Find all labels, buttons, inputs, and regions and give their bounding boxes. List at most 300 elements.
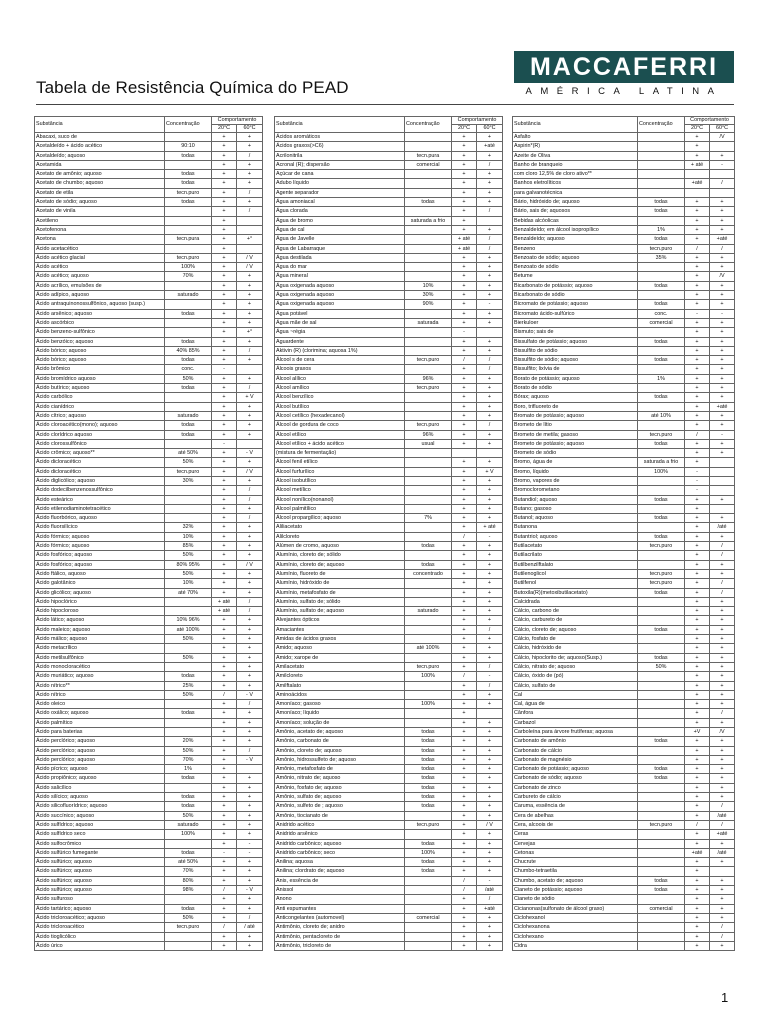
cell-behavior-20c: + até (212, 607, 237, 616)
table-row (35, 188, 263, 197)
table-row (513, 728, 735, 737)
table-row (275, 151, 503, 160)
document-title: Tabela de Resistência Química do PEAD (36, 78, 349, 97)
table-row (275, 793, 503, 802)
cell-behavior-60c: + (477, 291, 503, 300)
cell-concentration (405, 681, 452, 690)
cell-behavior-20c: + (452, 272, 477, 281)
cell-concentration (638, 188, 685, 197)
cell-concentration: todas (165, 904, 212, 913)
cell-concentration: todas (405, 765, 452, 774)
cell-substance: Ácido cianídrico (35, 402, 165, 411)
table-row (513, 755, 735, 764)
table-row (513, 579, 735, 588)
header-temp-20: 20°C (452, 125, 477, 133)
cell-substance: Ciclohexanol (513, 913, 638, 922)
table-row (275, 635, 503, 644)
cell-behavior-20c: + (685, 941, 710, 950)
table-row (513, 895, 735, 904)
table-row (275, 895, 503, 904)
cell-behavior-20c: + (452, 151, 477, 160)
cell-substance: Ácido pícrico; aquoso (35, 765, 165, 774)
cell-substance: Álcool s de cera (275, 356, 405, 365)
cell-behavior-20c: + (212, 672, 237, 681)
cell-behavior-60c: + (237, 142, 263, 151)
cell-behavior-20c: + (685, 913, 710, 922)
cell-concentration (638, 718, 685, 727)
cell-behavior-20c: + (452, 709, 477, 718)
cell-substance: Betume (513, 272, 638, 281)
cell-substance: Calcidrada (513, 597, 638, 606)
cell-substance: Cálcio, hipoclorito de; aquoso(Susp.) (513, 653, 638, 662)
table-row (275, 253, 503, 262)
cell-substance: Amido; xarope de (275, 653, 405, 662)
cell-behavior-60c (710, 142, 735, 151)
cell-behavior-20c: + (452, 774, 477, 783)
cell-substance: Ácido sulfídrico; aquoso (35, 820, 165, 829)
cell-substance: Álcool butílico (275, 402, 405, 411)
cell-substance: Ácido salicílico (35, 783, 165, 792)
cell-behavior-20c: + (685, 681, 710, 690)
table-row (35, 876, 263, 885)
cell-substance: Anidrido carbônico; seco (275, 848, 405, 857)
cell-behavior-20c: + (212, 160, 237, 169)
cell-substance: Cálcio, fosfato de (513, 635, 638, 644)
table-row (35, 848, 263, 857)
cell-concentration (638, 449, 685, 458)
cell-substance: Alvejantes ópticos (275, 616, 405, 625)
table-row (35, 904, 263, 913)
cell-concentration: tecn.puro (638, 820, 685, 829)
cell-concentration: comercial (405, 160, 452, 169)
cell-behavior-60c: + (237, 160, 263, 169)
table-row (275, 281, 503, 290)
cell-concentration (405, 207, 452, 216)
table-row (275, 560, 503, 569)
cell-concentration: 32% (165, 523, 212, 532)
cell-behavior-60c: + (710, 886, 735, 895)
table-row (275, 923, 503, 932)
table-row (513, 514, 735, 523)
cell-substance: Alumínio, cloreto de; aquoso (275, 560, 405, 569)
cell-behavior-60c: + (710, 737, 735, 746)
table-row (35, 607, 263, 616)
cell-substance: Ácido metacrílico (35, 644, 165, 653)
table-row (513, 318, 735, 327)
table-header-row (513, 117, 735, 125)
cell-concentration: 30% (405, 291, 452, 300)
cell-substance: Ácido lático; aquoso (35, 616, 165, 625)
cell-behavior-20c: - (685, 467, 710, 476)
cell-substance: Benzoato de sódio (513, 263, 638, 272)
cell-behavior-60c: + (477, 607, 503, 616)
cell-substance: Borato de sódio (513, 384, 638, 393)
cell-concentration (405, 225, 452, 234)
cell-behavior-60c: + (237, 374, 263, 383)
cell-concentration (405, 532, 452, 541)
table-row (35, 923, 263, 932)
cell-behavior-60c: + (710, 793, 735, 802)
header-temp-60: 60°C (710, 125, 735, 133)
cell-behavior-60c: + (477, 263, 503, 272)
cell-behavior-20c: + (685, 328, 710, 337)
table-row (35, 783, 263, 792)
cell-substance: Álcool nonílico(nonanol) (275, 495, 405, 504)
cell-behavior-20c: + (212, 430, 237, 439)
cell-substance: Chucrute (513, 858, 638, 867)
table-row (275, 569, 503, 578)
cell-concentration: todas (405, 198, 452, 207)
cell-behavior-60c (237, 365, 263, 374)
cell-behavior-20c: + (452, 291, 477, 300)
table-row (275, 904, 503, 913)
cell-substance: Ácido acético; aquoso (35, 272, 165, 281)
cell-substance: Ácido carbólico (35, 393, 165, 402)
cell-concentration (638, 607, 685, 616)
cell-behavior-60c: + (710, 858, 735, 867)
table-row (35, 811, 263, 820)
cell-substance: Ácido glicólico; aquoso (35, 588, 165, 597)
cell-behavior-60c: + (477, 318, 503, 327)
cell-concentration: todas (638, 495, 685, 504)
cell-concentration (638, 523, 685, 532)
cell-substance: Ácido ascórbico (35, 318, 165, 327)
cell-behavior-60c: / (237, 700, 263, 709)
cell-concentration: 50% (165, 913, 212, 922)
cell-behavior-20c: + (685, 133, 710, 142)
cell-substance: Álcool etílico (275, 430, 405, 439)
cell-substance: Bromo, líquido (513, 467, 638, 476)
table-row (35, 830, 263, 839)
cell-concentration: conc. (165, 365, 212, 374)
cell-behavior-60c: + (710, 839, 735, 848)
title-divider (36, 104, 734, 105)
header-concentration: Concentração (165, 117, 212, 133)
cell-behavior-20c: + (452, 142, 477, 151)
cell-behavior-20c (685, 188, 710, 197)
cell-behavior-60c: / (237, 486, 263, 495)
table-row (35, 467, 263, 476)
cell-substance: Acrilonitrila (275, 151, 405, 160)
cell-behavior-60c: + (477, 225, 503, 234)
cell-substance: Ácido clorossulfônico (35, 439, 165, 448)
cell-concentration (638, 672, 685, 681)
cell-concentration: todas (405, 746, 452, 755)
cell-concentration: todas (165, 337, 212, 346)
cell-substance: Ácido acrílico, emulsões de (35, 281, 165, 290)
cell-behavior-20c: + (212, 142, 237, 151)
cell-substance: Bário, hidróxido de; aquoso (513, 198, 638, 207)
table-row (35, 281, 263, 290)
cell-behavior-60c: + (710, 913, 735, 922)
table-row (35, 430, 263, 439)
cell-substance: Ácido sulfúrico; aquoso (35, 886, 165, 895)
cell-behavior-20c: + (685, 765, 710, 774)
cell-behavior-20c: + (452, 858, 477, 867)
cell-substance: Aspirin*(R) (513, 142, 638, 151)
chemical-table-right (512, 116, 735, 951)
cell-concentration: todas (165, 848, 212, 857)
cell-behavior-60c: + (237, 644, 263, 653)
cell-concentration (638, 402, 685, 411)
cell-behavior-20c: + (212, 709, 237, 718)
cell-substance: Ácido sulfúrico; aquoso (35, 876, 165, 885)
cell-behavior-20c: + (212, 913, 237, 922)
cell-concentration: todas (165, 709, 212, 718)
table-row (35, 393, 263, 402)
cell-substance: Ácido tricloroacético; aquoso (35, 913, 165, 922)
cell-behavior-20c: + (452, 337, 477, 346)
cell-concentration: 50% (165, 374, 212, 383)
cell-substance: Ácido dicloracético (35, 458, 165, 467)
cell-behavior-60c: + (477, 393, 503, 402)
cell-behavior-60c: + (710, 607, 735, 616)
cell-behavior-20c: + (212, 207, 237, 216)
cell-behavior-20c: + (212, 421, 237, 430)
cell-behavior-20c: - (212, 439, 237, 448)
table-row (35, 588, 263, 597)
cell-behavior-20c: + (212, 486, 237, 495)
cell-behavior-20c: + (452, 504, 477, 513)
cell-behavior-20c: + (685, 793, 710, 802)
cell-behavior-60c: / V (237, 263, 263, 272)
cell-behavior-20c: + (685, 718, 710, 727)
table-row (275, 662, 503, 671)
cell-substance: Álcool isobutílico (275, 476, 405, 485)
cell-concentration: comercial (638, 904, 685, 913)
cell-concentration: 100% (405, 672, 452, 681)
cell-behavior-20c: + (452, 867, 477, 876)
cell-substance: Butano; gasoso (513, 504, 638, 513)
cell-behavior-60c: + (477, 653, 503, 662)
cell-behavior-20c: + (212, 328, 237, 337)
cell-behavior-20c: + (212, 820, 237, 829)
cell-behavior-20c: + (212, 774, 237, 783)
cell-substance: Amônio, hidrossulfeto de; aquoso (275, 755, 405, 764)
table-row (513, 662, 735, 671)
table-row (513, 560, 735, 569)
table-row (275, 681, 503, 690)
cell-concentration (405, 365, 452, 374)
cell-behavior-60c: / (477, 235, 503, 244)
cell-behavior-60c: / V (237, 467, 263, 476)
table-row (275, 932, 503, 941)
table-header-row (275, 117, 503, 125)
table-row (35, 225, 263, 234)
cell-substance: Cervejas (513, 839, 638, 848)
cell-behavior-60c: + (237, 458, 263, 467)
table-row (35, 198, 263, 207)
cell-behavior-20c: + (452, 188, 477, 197)
table-row (35, 802, 263, 811)
cell-behavior-60c: + (477, 542, 503, 551)
cell-behavior-20c: + (685, 495, 710, 504)
cell-substance: Cálcio, óxido de (pó) (513, 672, 638, 681)
cell-substance: Bicarbonato de sódio (513, 291, 638, 300)
cell-concentration (165, 718, 212, 727)
cell-behavior-20c: + (685, 662, 710, 671)
cell-behavior-60c: /até (710, 523, 735, 532)
cell-substance: Bissulfito de sódio (513, 346, 638, 355)
cell-behavior-60c: + (477, 337, 503, 346)
table-row (275, 486, 503, 495)
cell-substance: Álcoois graxos (275, 365, 405, 374)
cell-behavior-20c: + (452, 467, 477, 476)
cell-concentration (405, 244, 452, 253)
cell-substance: Cálcio, carbono de (513, 607, 638, 616)
cell-concentration (405, 467, 452, 476)
cell-substance: Carbonato de cálcio (513, 746, 638, 755)
cell-concentration (405, 309, 452, 318)
header-temp-60: 60°C (477, 125, 503, 133)
cell-concentration: todas (638, 625, 685, 634)
table-row (35, 263, 263, 272)
cell-concentration: até 100% (405, 644, 452, 653)
cell-substance: Anono (275, 895, 405, 904)
cell-behavior-20c: + (685, 300, 710, 309)
cell-concentration: todas (405, 755, 452, 764)
cell-behavior-60c: + (710, 253, 735, 262)
cell-substance: Ácido sulfuroso (35, 895, 165, 904)
table-row (513, 133, 735, 142)
cell-behavior-60c: + (710, 755, 735, 764)
cell-substance: Bórax; aquoso (513, 393, 638, 402)
cell-substance: Bromo, água de (513, 458, 638, 467)
cell-behavior-60c: / V (237, 253, 263, 262)
cell-substance: Ácido fórmico; aquoso (35, 532, 165, 541)
cell-behavior-60c: + (237, 811, 263, 820)
table-row (275, 225, 503, 234)
cell-concentration: todas (165, 774, 212, 783)
cell-substance: Carbonato de sódio; aquoso (513, 774, 638, 783)
cell-behavior-20c: - (212, 848, 237, 857)
cell-concentration (638, 839, 685, 848)
cell-behavior-20c: + (452, 402, 477, 411)
table-row (35, 514, 263, 523)
cell-concentration: 80% 95% (165, 560, 212, 569)
cell-behavior-60c: + (710, 263, 735, 272)
cell-behavior-60c: - V (237, 886, 263, 895)
cell-concentration (405, 449, 452, 458)
table-row (513, 300, 735, 309)
table-row (513, 430, 735, 439)
cell-substance: Água mineral (275, 272, 405, 281)
cell-substance: Ácido benzeno-sulfônico (35, 328, 165, 337)
cell-behavior-60c: + (237, 532, 263, 541)
table-row (35, 765, 263, 774)
cell-substance: Antimônio, tricloreto de (275, 941, 405, 950)
table-row (275, 365, 503, 374)
cell-concentration (638, 941, 685, 950)
table-row (275, 532, 503, 541)
cell-substance: Chumbo-tetraetila (513, 867, 638, 876)
cell-behavior-60c: / (710, 551, 735, 560)
cell-behavior-60c: + (477, 941, 503, 950)
table-row (275, 300, 503, 309)
cell-behavior-60c: + (710, 662, 735, 671)
cell-behavior-20c: + (212, 783, 237, 792)
table-row (513, 523, 735, 532)
table-row (513, 384, 735, 393)
cell-substance: Ácido sulfúrico; aquoso (35, 867, 165, 876)
cell-behavior-20c: + (212, 746, 237, 755)
cell-behavior-20c: + (685, 802, 710, 811)
cell-behavior-20c: + (452, 309, 477, 318)
cell-behavior-20c: + (452, 607, 477, 616)
cell-concentration: tecn.pura (405, 151, 452, 160)
cell-concentration: todas (405, 542, 452, 551)
table-row (513, 625, 735, 634)
cell-concentration (638, 551, 685, 560)
table-row (513, 690, 735, 699)
cell-concentration: 25% (165, 681, 212, 690)
cell-behavior-20c: + (452, 160, 477, 169)
cell-concentration (405, 495, 452, 504)
cell-concentration (638, 913, 685, 922)
cell-behavior-60c: + (477, 690, 503, 699)
cell-behavior-20c: + (685, 458, 710, 467)
cell-concentration (405, 904, 452, 913)
cell-substance: Ácido sulfocrômico (35, 839, 165, 848)
cell-behavior-60c: / até (237, 923, 263, 932)
cell-substance: Amidas de ácidos graxos (275, 635, 405, 644)
cell-behavior-60c: / (477, 421, 503, 430)
cell-concentration (405, 142, 452, 151)
cell-behavior-60c (477, 709, 503, 718)
cell-behavior-20c: + (212, 458, 237, 467)
cell-substance: Bissulfito de sódio; aquoso (513, 356, 638, 365)
cell-behavior-60c: / (237, 188, 263, 197)
table-row (35, 458, 263, 467)
cell-concentration: 40% 85% (165, 346, 212, 355)
cell-behavior-60c: + (477, 495, 503, 504)
table-row (275, 718, 503, 727)
table-row (513, 904, 735, 913)
cell-behavior-20c: + (212, 932, 237, 941)
cell-behavior-20c: + (452, 793, 477, 802)
cell-concentration: 100% (405, 848, 452, 857)
cell-behavior-60c: + (710, 700, 735, 709)
cell-concentration: até 10% (638, 411, 685, 420)
cell-substance: Butilfenol (513, 579, 638, 588)
cell-behavior-60c: + (237, 830, 263, 839)
cell-behavior-20c: + (452, 681, 477, 690)
cell-concentration: todas (638, 514, 685, 523)
cell-behavior-20c: + (212, 281, 237, 290)
cell-substance: Butandiol; aquoso (513, 495, 638, 504)
cell-behavior-20c: + (685, 449, 710, 458)
table-row (513, 793, 735, 802)
cell-substance: Ácido hipocloroso (35, 607, 165, 616)
cell-behavior-60c: + (237, 300, 263, 309)
cell-concentration: até 100% (165, 625, 212, 634)
cell-behavior-60c: + (237, 569, 263, 578)
table-row (35, 579, 263, 588)
cell-concentration: todas (165, 198, 212, 207)
cell-substance: Ácido diglicólico; aquoso (35, 476, 165, 485)
cell-concentration: 50% (165, 746, 212, 755)
cell-concentration (165, 607, 212, 616)
cell-substance: Ácido tartárico; aquoso (35, 904, 165, 913)
cell-substance: Bissulfito; lixívia de (513, 365, 638, 374)
table-row (513, 886, 735, 895)
cell-concentration (165, 207, 212, 216)
cell-concentration (638, 365, 685, 374)
table-row (513, 179, 735, 188)
cell-behavior-20c: + (452, 207, 477, 216)
cell-behavior-20c: + (212, 681, 237, 690)
cell-behavior-60c: + (477, 913, 503, 922)
